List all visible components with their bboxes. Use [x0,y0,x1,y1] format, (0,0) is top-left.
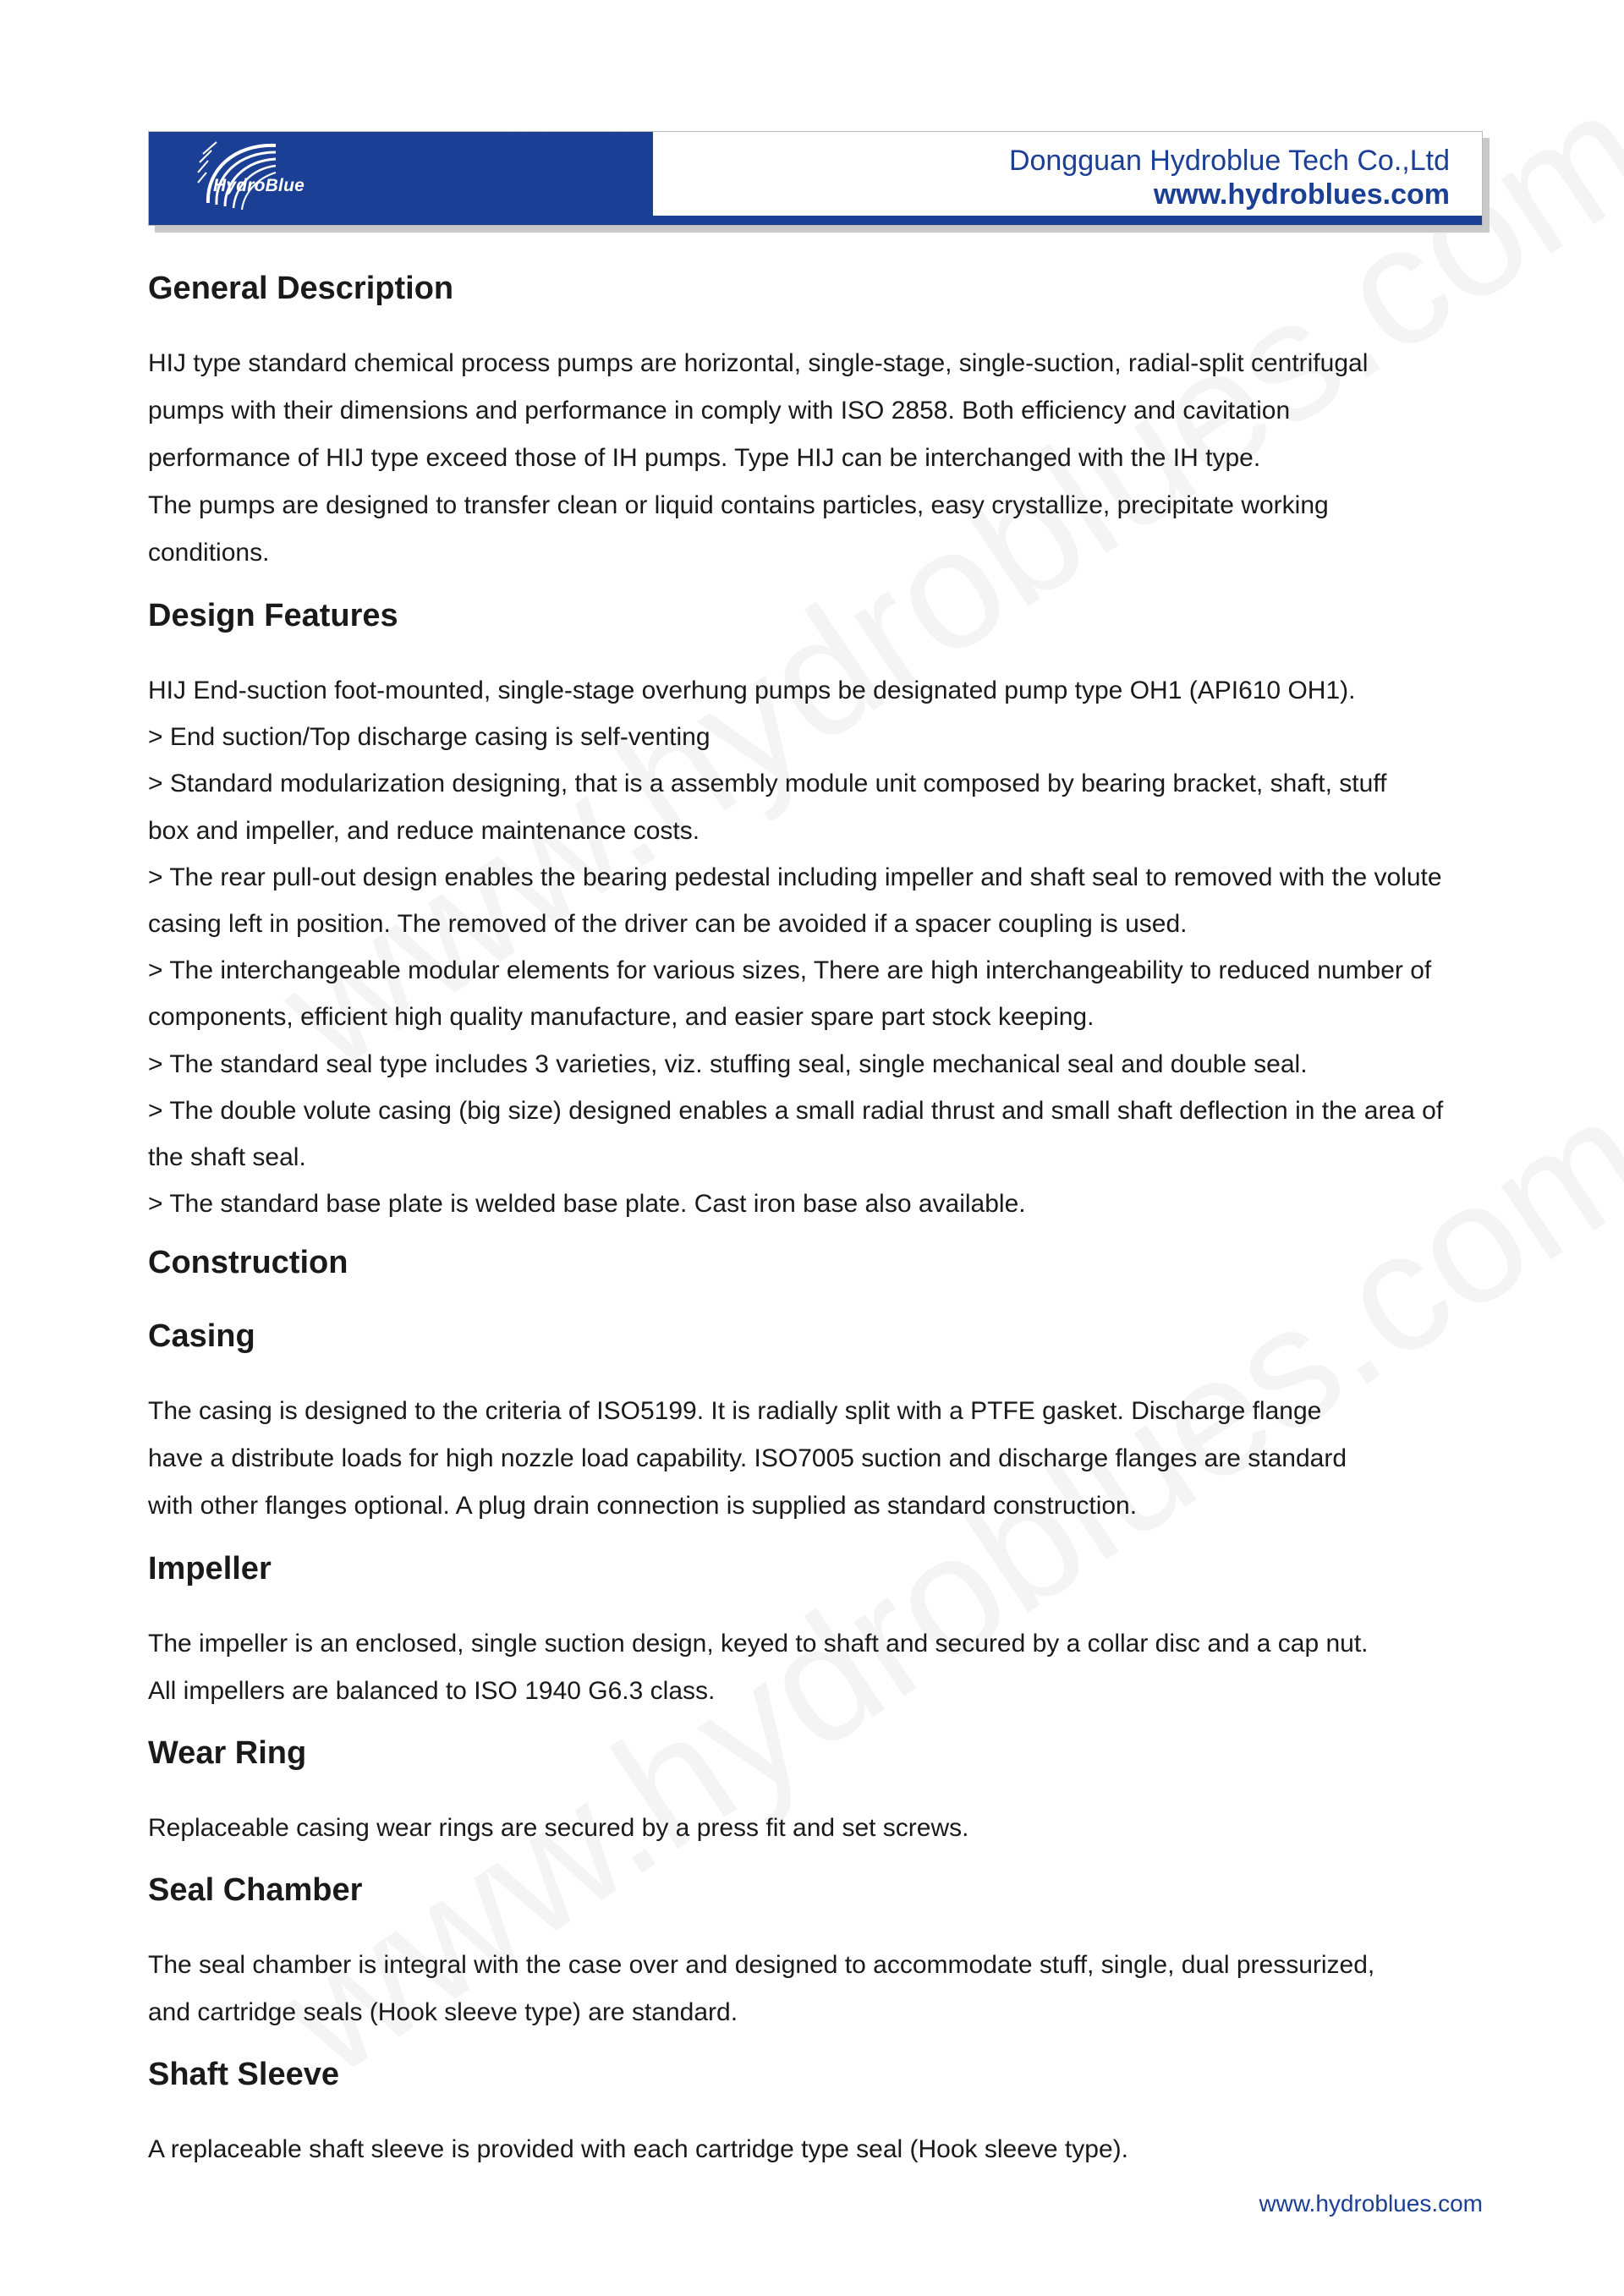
header-banner [148,131,1483,231]
text-line: have a distribute loads for high nozzle load capability. ISO7005 suction and discharge flanges are standard [148,1444,1347,1472]
text-line: All impellers are balanced to ISO 1940 G6.3 class. [148,1677,716,1705]
text-line: HIJ type standard chemical process pumps are horizontal, single-stage, single-suction, radial-split centrifugal [148,349,1369,377]
heading-wear-ring: Wear Ring [148,1735,307,1771]
banner-body [148,131,1483,226]
text-line: pumps with their dimensions and performance in comply with ISO 2858. Both efficiency and cavitation [148,397,1291,425]
heading-seal-chamber: Seal Chamber [148,1872,363,1908]
heading-casing: Casing [148,1318,255,1354]
text-line: The impeller is an enclosed, single suction design, keyed to shaft and secured by a collar disc and a cap nut. [148,1630,1369,1658]
heading-impeller: Impeller [148,1551,272,1586]
footer-website[interactable]: www.hydroblues.com [1259,2190,1483,2217]
text-line: > End suction/Top discharge casing is self-venting [148,723,710,752]
text-line: performance of HIJ type exceed those of IH pumps. Type HIJ can be interchanged with the IH type. [148,444,1261,472]
text-line: The casing is designed to the criteria of ISO5199. It is radially split with a PTFE gasket. Discharge flange [148,1397,1322,1425]
text-line: with other flanges optional. A plug drain connection is supplied as standard construction. [148,1492,1138,1520]
general-description-text [148,340,1493,577]
heading-construction: Construction [148,1245,348,1280]
wear-ring-text [148,1805,1493,1852]
shaft-sleeve-text [148,2126,1493,2173]
casing-text [148,1388,1493,1530]
text-line: > The standard base plate is welded base plate. Cast iron base also available. [148,1190,1026,1219]
heading-general-description: General Description [148,271,454,306]
impeller-text [148,1620,1493,1715]
heading-shaft-sleeve: Shaft Sleeve [148,2057,339,2092]
text-line: > The interchangeable modular elements for various sizes, There are high interchangeability to reduced number of [148,956,1432,985]
banner-stripes [497,132,802,225]
company-name: Dongguan Hydroblue Tech Co.,Ltd [1008,145,1450,177]
text-line: The seal chamber is integral with the case over and designed to accommodate stuff, single, dual pressurized, [148,1951,1375,1979]
seal-chamber-text [148,1942,1493,2036]
text-line: casing left in position. The removed of the driver can be avoided if a spacer coupling is used. [148,910,1188,939]
design-features-text [148,667,1493,1227]
company-website[interactable]: www.hydroblues.com [1153,178,1450,211]
company-block [1009,144,1450,211]
text-line: The pumps are designed to transfer clean or liquid contains particles, easy crystallize, precipitate working [148,491,1329,519]
text-line: Replaceable casing wear rings are secured by a press fit and set screws. [148,1814,969,1842]
text-line: > The standard seal type includes 3 varieties, viz. stuffing seal, single mechanical seal and double seal. [148,1049,1308,1078]
text-line: > The double volute casing (big size) designed enables a small radial thrust and small shaft deflection in the area of [148,1096,1444,1125]
text-line: conditions. [148,539,270,567]
banner-bottom-bar [149,216,1482,225]
heading-design-features: Design Features [148,598,398,633]
text-line: the shaft seal. [148,1143,306,1172]
text-line: A replaceable shaft sleeve is provided with each cartridge type seal (Hook sleeve type). [148,2135,1128,2163]
logo-text: HydroBlue [213,176,304,195]
text-line: HIJ End-suction foot-mounted, single-stage overhung pumps be designated pump type OH1 (API610 OH1). [148,677,1356,704]
text-line: components, efficient high quality manufacture, and easier spare part stock keeping. [148,1003,1095,1032]
text-line: > Standard modularization designing, that is a assembly module unit composed by bearing bracket, shaft, stuff [148,770,1387,798]
text-line: and cartridge seals (Hook sleeve type) are standard. [148,1998,738,2026]
text-line: box and impeller, and reduce maintenance costs. [148,816,700,845]
text-line: > The rear pull-out design enables the bearing pedestal including impeller and shaft seal to removed with the volute [148,863,1442,891]
